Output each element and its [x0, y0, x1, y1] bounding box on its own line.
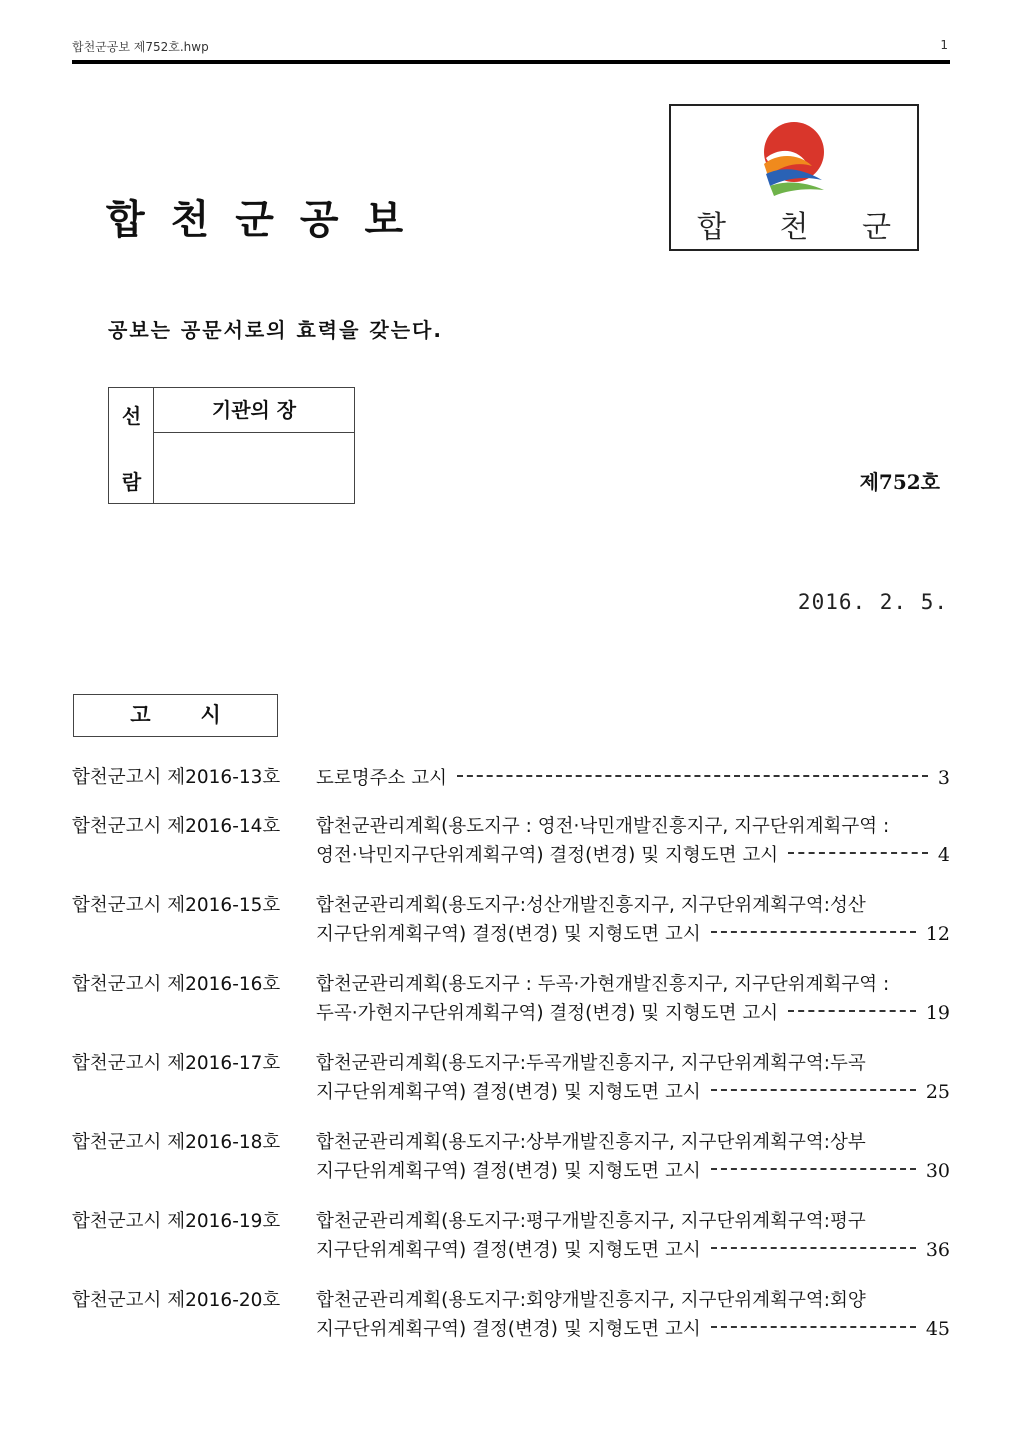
dot-leader — [711, 1247, 916, 1249]
dot-leader — [711, 1326, 916, 1328]
notice-title-text: 영전·낙민지구단위계획구역) 결정(변경) 및 지형도면 고시 — [316, 845, 779, 866]
header-rule — [72, 60, 950, 64]
notice-page-ref: 3 — [937, 767, 950, 789]
notice-title-text: 도로명주소 고시 — [316, 768, 447, 789]
review-label-bottom: 람 — [121, 470, 142, 494]
notice-item — [72, 892, 950, 949]
notice-title-text: 두곡·가현지구단위계획구역) 결정(변경) 및 지형도면 고시 — [316, 1003, 779, 1024]
notice-title-line — [316, 999, 950, 1028]
notice-page-ref: 30 — [925, 1160, 950, 1182]
dot-leader — [711, 1168, 916, 1170]
issue-date: 2016. 2. 5. — [797, 590, 948, 614]
notice-item — [72, 971, 950, 1028]
county-logo — [669, 104, 919, 251]
review-label-top: 선 — [121, 404, 142, 428]
notice-item — [72, 764, 950, 793]
section-heading: 고시 — [73, 694, 278, 737]
dot-leader — [711, 931, 916, 933]
issue-number: 제752호 — [859, 470, 940, 494]
dot-leader — [788, 852, 928, 854]
dot-leader — [788, 1010, 916, 1012]
notice-list — [72, 764, 950, 1344]
notice-title: 합천군관리계획(용도지구:상부개발진흥지구, 지구단위계획구역:상부 — [316, 1132, 866, 1153]
notice-page-ref: 19 — [925, 1002, 950, 1024]
notice-title-text: 지구단위계획구역) 결정(변경) 및 지형도면 고시 — [316, 1319, 701, 1340]
notice-title: 합천군관리계획(용도지구 : 두곡·가현개발진흥지구, 지구단위계획구역 : — [316, 974, 890, 995]
notice-title-line — [316, 764, 950, 793]
notice-page-ref: 4 — [937, 844, 950, 866]
notice-title-line — [316, 1157, 950, 1186]
notice-item — [72, 1050, 950, 1107]
page-title: 합천군공보 — [106, 197, 430, 243]
dot-leader — [457, 775, 928, 777]
notice-title-text: 지구단위계획구역) 결정(변경) 및 지형도면 고시 — [316, 1161, 701, 1182]
review-table — [108, 387, 355, 504]
notice-page-ref: 12 — [925, 923, 950, 945]
review-head-cell: 기관의 장 — [154, 388, 354, 433]
notice-number: 합천군고시 제2016-16호 — [72, 974, 281, 995]
page-header — [72, 36, 950, 56]
notice-page-ref: 36 — [925, 1239, 950, 1261]
notice-item — [72, 813, 950, 870]
review-label-column — [109, 388, 154, 503]
notice-item — [72, 1287, 950, 1344]
notice-page-ref: 25 — [925, 1081, 950, 1103]
notice-number: 합천군고시 제2016-15호 — [72, 895, 281, 916]
tagline: 공보는 공문서로의 효력을 갖는다. — [108, 318, 443, 342]
dot-leader — [711, 1089, 916, 1091]
notice-title-text: 지구단위계획구역) 결정(변경) 및 지형도면 고시 — [316, 1240, 701, 1261]
notice-number: 합천군고시 제2016-20호 — [72, 1290, 281, 1311]
emblem-wave-green — [770, 183, 824, 196]
file-name: 합천군공보 제752호.hwp — [72, 40, 209, 54]
notice-number: 합천군고시 제2016-19호 — [72, 1211, 281, 1232]
notice-title-line — [316, 920, 950, 949]
review-sign-cell — [154, 433, 354, 503]
county-emblem-icon — [756, 118, 832, 202]
notice-title: 합천군관리계획(용도지구:평구개발진흥지구, 지구단위계획구역:평구 — [316, 1211, 866, 1232]
notice-title-line — [316, 1078, 950, 1107]
notice-item — [72, 1129, 950, 1186]
notice-title: 합천군관리계획(용도지구:회양개발진흥지구, 지구단위계획구역:회양 — [316, 1290, 866, 1311]
notice-number: 합천군고시 제2016-17호 — [72, 1053, 281, 1074]
notice-title: 합천군관리계획(용도지구:성산개발진흥지구, 지구단위계획구역:성산 — [316, 895, 866, 916]
notice-number: 합천군고시 제2016-14호 — [72, 816, 281, 837]
notice-title-line — [316, 1315, 950, 1344]
logo-text: 합 천 군 — [696, 210, 913, 245]
notice-item — [72, 1208, 950, 1265]
notice-title-text: 지구단위계획구역) 결정(변경) 및 지형도면 고시 — [316, 1082, 701, 1103]
notice-title-text: 지구단위계획구역) 결정(변경) 및 지형도면 고시 — [316, 924, 701, 945]
notice-title-line — [316, 1236, 950, 1265]
page-number: 1 — [940, 38, 948, 52]
notice-title: 합천군관리계획(용도지구:두곡개발진흥지구, 지구단위계획구역:두곡 — [316, 1053, 866, 1074]
notice-title: 합천군관리계획(용도지구 : 영전·낙민개발진흥지구, 지구단위계획구역 : — [316, 816, 890, 837]
notice-number: 합천군고시 제2016-13호 — [72, 767, 281, 788]
notice-page-ref: 45 — [925, 1318, 950, 1340]
notice-number: 합천군고시 제2016-18호 — [72, 1132, 281, 1153]
notice-title-line — [316, 841, 950, 870]
